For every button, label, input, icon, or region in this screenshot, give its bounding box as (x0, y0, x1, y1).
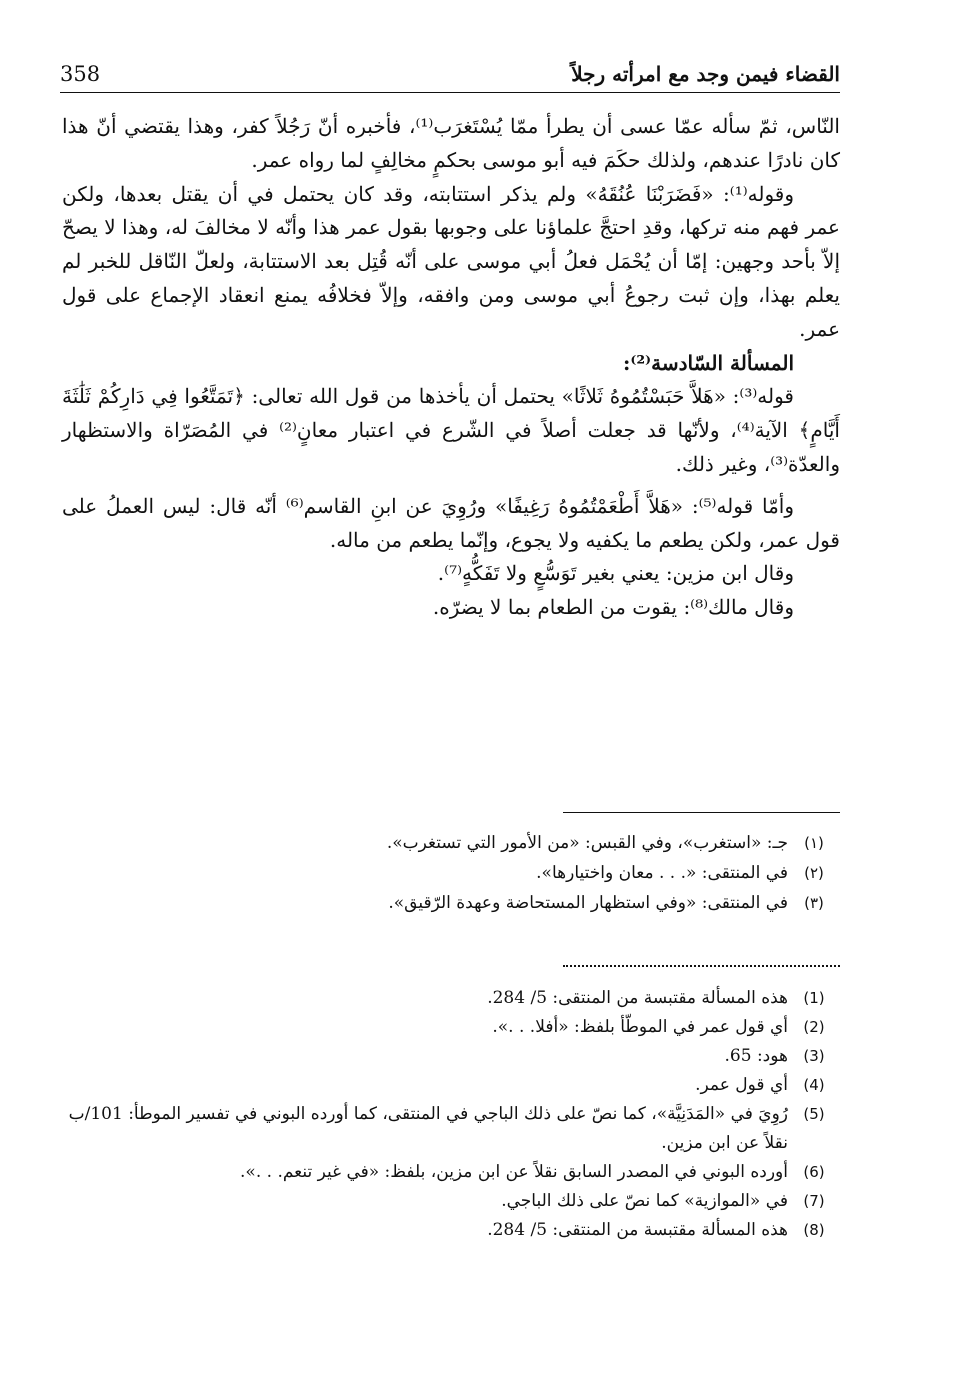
footnote-number: (7) (803, 1192, 825, 1210)
footnote (62, 1042, 840, 1071)
dotted-separator (563, 965, 840, 967)
footnote (62, 1100, 840, 1158)
main-text (62, 110, 840, 625)
section-heading: المسألة السّادسة⁽²⁾: (623, 350, 794, 375)
footnote-number: (4) (803, 1076, 825, 1094)
footnote-text: هذه المسألة مقتبسة من المنتقى: 5/ 284. (487, 1220, 788, 1240)
footnote-text: في المنتقى: «. . . معان واختيارها». (536, 863, 788, 883)
footnote-text: في المنتقى: «وفي استظهار المستحاضة وعهدة الرّقيق». (388, 893, 788, 913)
footnote-separator (563, 812, 840, 813)
footnote (62, 1013, 840, 1042)
paragraph: وقوله⁽¹⁾: «فَضَرَبْنَا عُنُقَهُ» ولم يذكر استتابته، وقد كان يحتمل في أن يقتل بعدها، ولكن عمر فهم منه تركها، وقدِ احتجَّ علماؤنا على وجوبها بقول عمر هذا وأنّه لا مخالفَ له، وهذا لا يصحّ إلاّ بأحد وجهين: إمّا أن يُحْمَل فعلُ أبي موسى على أنّه قُتِل بعد الاستتابة، ولعلّ النّاقل للخبر لم يعلم بهذا، وإن ثبت رجوعُ أبي موسى ومن وافقه، وإلاّ فخلافُه يمنع انعقاد الإجماع على قول عمر. (62, 181, 840, 341)
footnote-text: أي قول عمر. (695, 1075, 788, 1095)
page-header (60, 58, 840, 93)
footnote (62, 1216, 840, 1245)
footnote-number: (5) (803, 1105, 825, 1123)
footnote (62, 1158, 840, 1187)
footnote-text: أورده البوني في المصدر السابق نقلاً عن ابن مزين، بلفظ: «في غير تنعم. . .». (240, 1162, 788, 1182)
footnote-number: (١) (804, 834, 824, 852)
paragraph: وقال ابن مزين: يعني بغير تَوَسُّعٍ ولا تَفَكُّهٍ⁽⁷⁾. (437, 561, 794, 586)
source-footnotes (62, 984, 840, 1245)
footnote-text: هود: 65. (724, 1046, 788, 1066)
footnote-text: في «الموازية» كما نصّ على ذلك الباجي. (501, 1191, 788, 1211)
footnote-text: هذه المسألة مقتبسة من المنتقى: 5/ 284. (487, 988, 788, 1008)
footnote-number: (6) (803, 1163, 825, 1181)
page-number: 358 (60, 62, 101, 86)
footnote (62, 888, 840, 918)
footnote-number: (2) (803, 1018, 825, 1036)
footnote-text: أي قول عمر في الموطّأ بلفظ: «أفلا. . .». (492, 1017, 788, 1037)
footnote-number: (1) (803, 989, 825, 1007)
footnote-number: (٣) (804, 894, 824, 912)
footnote-number: (8) (803, 1221, 825, 1239)
paragraph: وأمّا قوله⁽⁵⁾: «هَلاَّ أَطْعَمْتُمُوهُ رَغِيفًا» ورُوِيَ عن ابنِ القاسم⁽⁶⁾ أنّه قال: ليس العملُ على قول عمر، ولكن يطعم ما يكفيه ولا يجوع، وإنّما يطعم من ماله. (62, 493, 840, 552)
footnote (62, 1071, 840, 1100)
paragraph: النّاس، ثمّ سأله عمّا عسى أن يطرأ ممّا يُسْتَغرَب⁽¹⁾، فأخبره أنّ رَجُلاً كفر، وهذا يقتضي أنّ هذا كان نادرًا عندهم، ولذلك حكَمَ فيه أبو موسى بحكمٍ مخالِفٍ لما رواه عمر. (62, 114, 840, 172)
footnote (62, 984, 840, 1013)
paragraph: قوله⁽³⁾: «هَلاَّ حَبَسْتُمُوهُ ثَلاثًا» يحتمل أن يأخذها من قول الله تعالى: ﴿تَمَتَّعُوا فِي دَارِكُمْ ثَلَٰثَةَ أَيَّامٍ﴾ الآية⁽⁴⁾، ولأنّها قد جعلت أصلاً في الشّرع في اعتبار معانٍ⁽²⁾ في المُصَرّاة والاستظهار والعدّة⁽³⁾، وغير ذلك. (62, 384, 840, 476)
running-title: القضاء فيمن وجد مع امرأته رجلاً (571, 62, 840, 86)
editor-footnotes (62, 828, 840, 918)
footnote-text: رُوِيَ في «المَدَنِيَّة»، كما نصّ على ذلك الباجي في المنتقى، كما أورده البوني في تفسير الموطأ: 101/ب نقلاً عن ابن مزين. (68, 1104, 788, 1153)
footnote-number: (٢) (804, 864, 824, 882)
paragraph: وقال مالك⁽⁸⁾: يقوت من الطعام بما لا يضرّه. (432, 595, 794, 620)
footnote (62, 828, 840, 858)
footnote (62, 1187, 840, 1216)
footnote-text: جـ: «استغرب»، وفي القبس: «من الأمور التي تستغرب». (386, 833, 788, 853)
footnote (62, 858, 840, 888)
footnote-number: (3) (803, 1047, 825, 1065)
